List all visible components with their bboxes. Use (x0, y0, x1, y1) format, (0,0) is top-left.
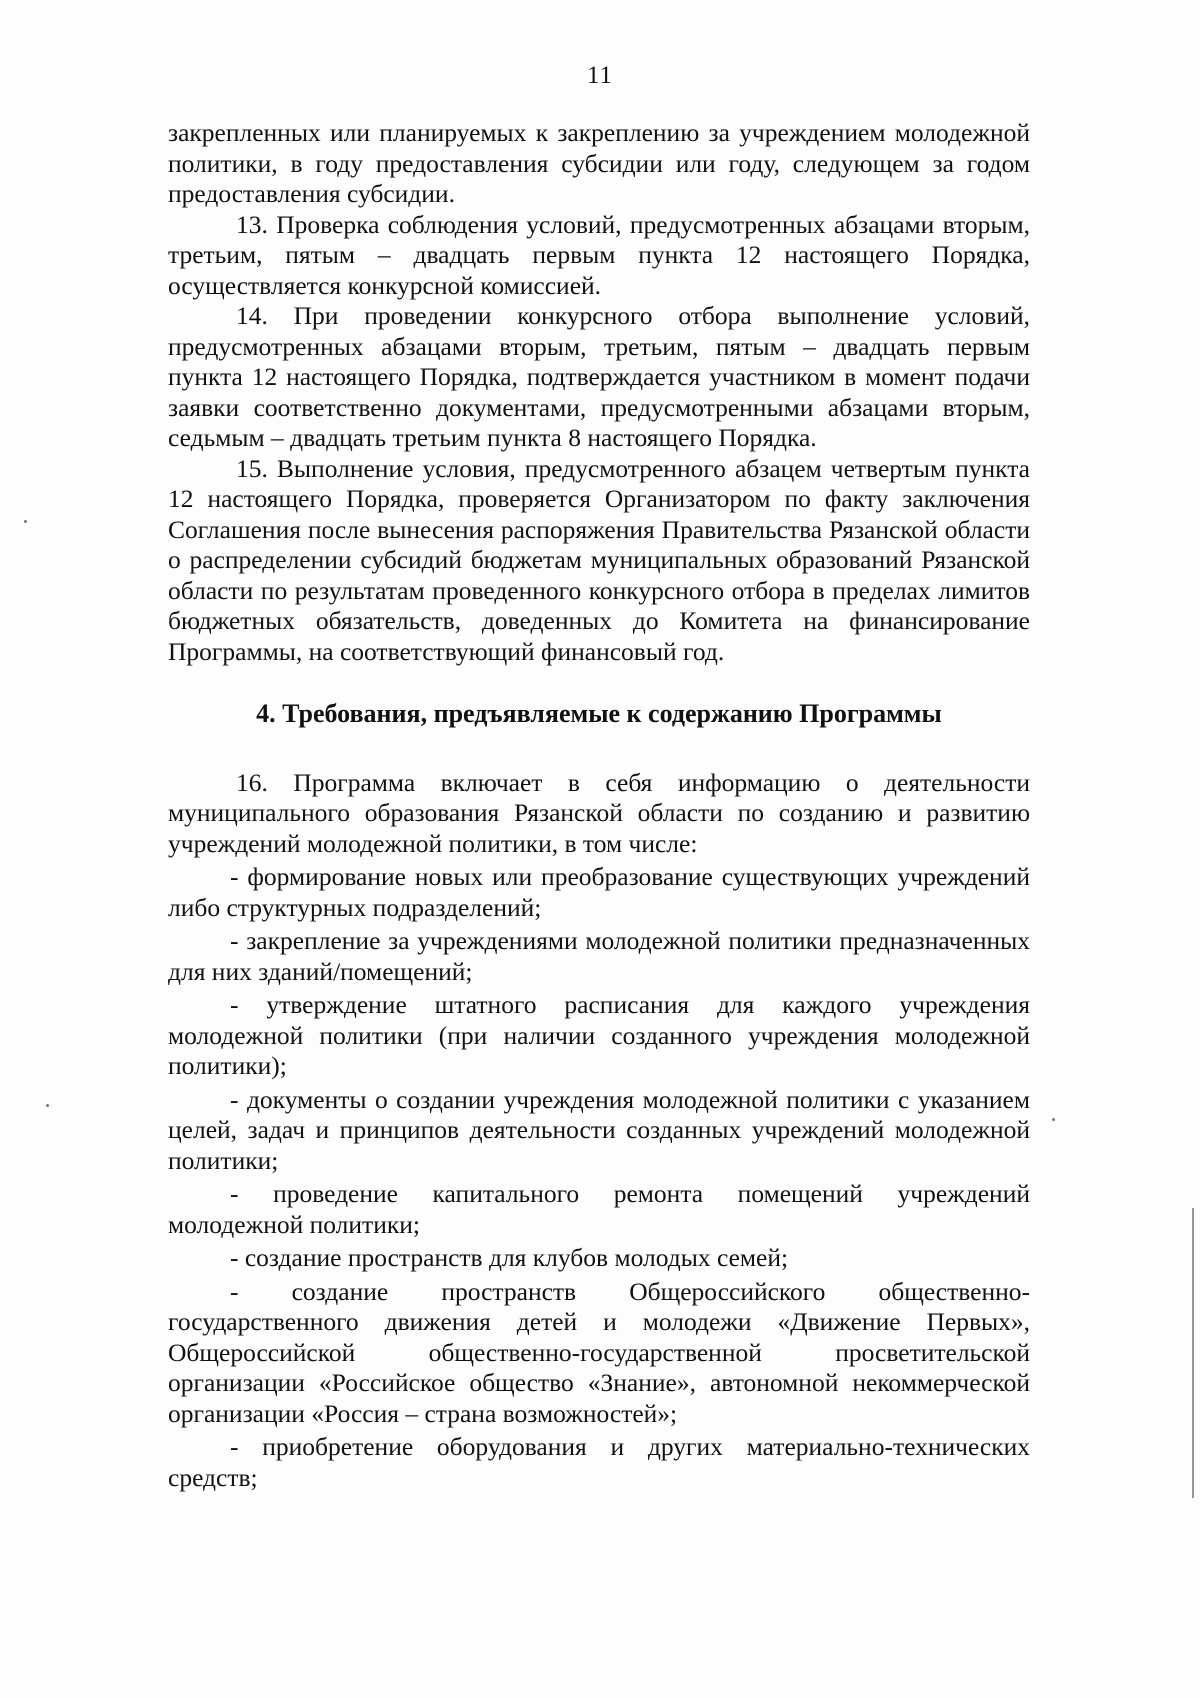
paragraph-13: 13. Проверка соблюдения условий, предусмотренных абзацами вторым, третьим, пятым – двадцать первым пункта 12 настоящего Порядка, осуществляется конкурсной комиссией. (168, 209, 1030, 300)
list-item: - закрепление за учреждениями молодежной политики предназначенных для них зданий/помещений; (168, 926, 1030, 986)
list-item: - проведение капитального ремонта помещений учреждений молодежной политики; (168, 1179, 1030, 1239)
document-body (168, 118, 1030, 1493)
list-item: - создание пространств для клубов молодых семей; (230, 1243, 789, 1272)
list-item: - документы о создании учреждения молодежной политики с указанием целей, задач и принципов деятельности созданных учреждений молодежной политики; (168, 1084, 1030, 1175)
list-item: - приобретение оборудования и других материально-технических средств; (168, 1432, 1030, 1492)
list-item: - утверждение штатного расписания для каждого учреждения молодежной политики (при наличии созданного учреждения молодежной политики); (168, 990, 1030, 1080)
page-number: 11 (586, 62, 614, 89)
scan-speck (46, 1104, 49, 1107)
scan-edge-line (1192, 1208, 1194, 1498)
paragraph-16: 16. Программа включает в себя информацию о деятельности муниципального образования Рязанской области по созданию и развитию учреждений молодежной политики, в том числе: (168, 767, 1030, 858)
scan-speck (24, 520, 27, 523)
paragraph-15: 15. Выполнение условия, предусмотренного абзацем четвертым пункта 12 настоящего Порядка, проверяется Организатором по факту заключения Соглашения после вынесения распоряжения Правительства Рязанской области о распределении субсидий бюджетам муниципальных образований Рязанской области по результатам проведенного конкурсного отбора в пределах лимитов бюджетных обязательств, доведенных до Комитета на финансирование Программы, на соответствующий финансовый год. (168, 453, 1030, 666)
list-item: - создание пространств Общероссийского общественно-государственного движения детей и молодежи «Движение Первых», Общероссийской общественно-государственной просветительской организации «Российское общество «Знание», автономной некоммерческой организации «Россия – страна возможностей»; (168, 1276, 1030, 1428)
section-heading: 4. Требования, предъявляемые к содержанию Программы (256, 699, 942, 728)
list-item: - формирование новых или преобразование существующих учреждений либо структурных подразделений; (168, 862, 1030, 922)
scan-speck (1052, 1118, 1055, 1121)
paragraph-continuation: закрепленных или планируемых к закреплению за учреждением молодежной политики, в году предоставления субсидии или году, следующем за годом предоставления субсидии. (168, 118, 1030, 208)
paragraph-14: 14. При проведении конкурсного отбора выполнение условий, предусмотренных абзацами вторым, третьим, пятым – двадцать первым пункта 12 настоящего Порядка, подтверждается участником в момент подачи заявки соответственно документами, предусмотренными абзацами вторым, седьмым – двадцать третьим пункта 8 настоящего Порядка. (168, 301, 1030, 452)
